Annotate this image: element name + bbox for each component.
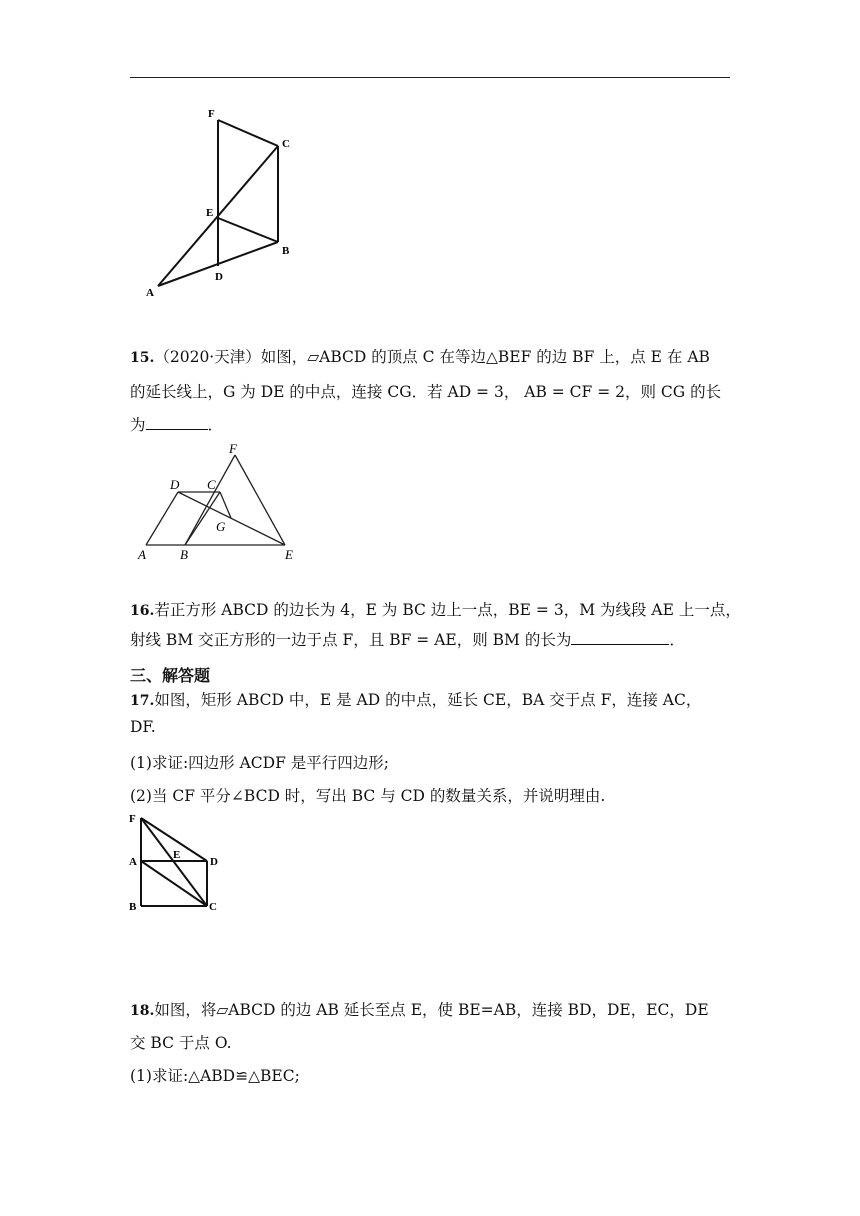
label-a: A bbox=[138, 547, 146, 562]
q15-line3 bbox=[130, 413, 740, 435]
q15-text-3: 为 bbox=[130, 416, 146, 434]
q17-text-1: 如图，矩形 ABCD 中，E 是 AD 的中点，延长 CE，BA 交于点 F，连接 AC， bbox=[154, 691, 702, 709]
label-f: F bbox=[208, 108, 215, 120]
q18-text-1: 如图，将▱ABCD 的边 AB 延长至点 E，使 BE=AB，连接 BD，DE，EC，DE bbox=[154, 1001, 709, 1019]
q18-number: 18. bbox=[130, 1003, 155, 1019]
figure-q15 bbox=[130, 440, 310, 570]
q16-text-1: 若正方形 ABCD 的边长为 4，E 为 BC 边上一点，BE = 3，M 为线段 AE 上一点， bbox=[154, 601, 741, 619]
label-e: E bbox=[173, 849, 181, 861]
q18-line2: 交 BC 于点 O. bbox=[130, 1034, 232, 1052]
q15-number: 15. bbox=[130, 350, 155, 366]
header-rule bbox=[130, 77, 730, 78]
label-f: F bbox=[129, 813, 136, 825]
label-c: C bbox=[209, 901, 217, 913]
segment-ad bbox=[146, 492, 178, 545]
segment-fc bbox=[218, 120, 278, 146]
label-f: F bbox=[229, 441, 237, 456]
q16-number: 16. bbox=[130, 603, 155, 619]
q15-text-1: （2020·天津）如图，▱ABCD 的顶点 C 在等边△BEF 的边 BF 上，点 E 在 AB bbox=[154, 348, 710, 366]
label-e: E bbox=[285, 547, 293, 562]
q16-line1 bbox=[130, 598, 740, 620]
segment-cb bbox=[185, 492, 220, 545]
segment-eb bbox=[218, 218, 278, 242]
segment-ac bbox=[141, 861, 207, 906]
q15-line2: 的延长线上，G 为 DE 的中点，连接 CG．若 AD = 3， AB = CF = 2，则 CG 的长 bbox=[130, 383, 722, 401]
q16-text-2: 射线 BM 交正方形的一边于点 F，且 BF = AE，则 BM 的长为 bbox=[130, 631, 572, 649]
segment-de bbox=[178, 492, 285, 545]
q15-line1 bbox=[130, 345, 740, 367]
segment-fb bbox=[185, 455, 235, 545]
q15-text-3-end: ． bbox=[207, 416, 224, 434]
q17-line1 bbox=[130, 688, 740, 710]
q17-part1: (1)求证:四边形 ACDF 是平行四边形; bbox=[130, 754, 389, 772]
q17-number: 17. bbox=[130, 693, 155, 709]
label-d: D bbox=[215, 271, 223, 283]
q15-answer-blank bbox=[146, 415, 208, 430]
label-e: E bbox=[206, 207, 214, 219]
label-b: B bbox=[282, 245, 290, 257]
label-a: A bbox=[129, 856, 137, 868]
label-g: G bbox=[216, 519, 226, 534]
q16-answer-blank bbox=[571, 630, 669, 645]
q17-line2: DF. bbox=[130, 718, 156, 736]
q18-part1: (1)求证:△ABD≌△BEC; bbox=[130, 1067, 300, 1085]
section-heading: 三、解答题 bbox=[130, 666, 211, 685]
figure-q14 bbox=[130, 100, 310, 305]
figure-q17 bbox=[125, 810, 235, 915]
label-d: D bbox=[170, 477, 180, 492]
label-b: B bbox=[129, 901, 137, 913]
q17-part2: (2)当 CF 平分∠BCD 时，写出 BC 与 CD 的数量关系，并说明理由. bbox=[130, 787, 606, 805]
label-b: B bbox=[180, 547, 188, 562]
q16-text-2-end: ． bbox=[669, 631, 685, 649]
label-c: C bbox=[282, 138, 290, 150]
segment-fe bbox=[235, 455, 285, 545]
label-c: C bbox=[207, 477, 216, 492]
q18-line1 bbox=[130, 998, 740, 1020]
label-a: A bbox=[146, 287, 154, 299]
q16-line2 bbox=[130, 628, 740, 650]
label-d: D bbox=[210, 856, 218, 868]
